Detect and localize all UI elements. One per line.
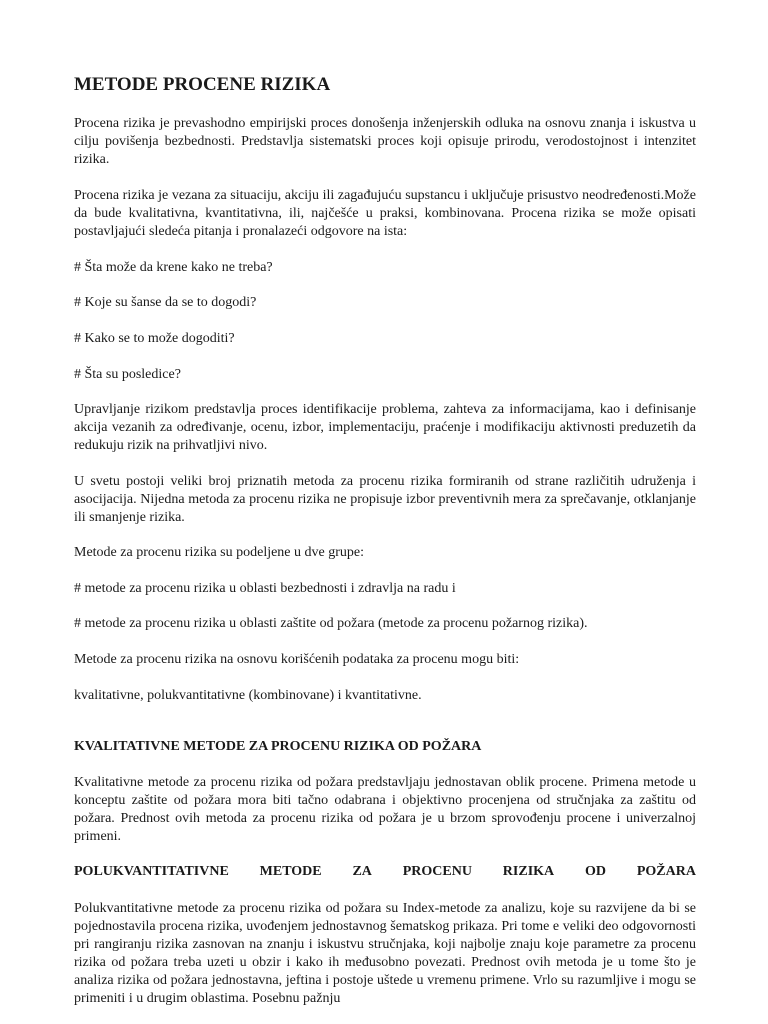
paragraph-groups-intro: Metode za procenu rizika su podeljene u dve grupe: (74, 545, 365, 560)
paragraph-situation: Procena rizika je vezana za situaciju, akciju ili zagađujuću supstancu i uključuje prisustvo neodređenosti.Može da bude kvalitativna, kvantitativna, ili, najčešće u praksi, kombinovana. Procena rizika se može opisati postavljajući sledeća pitanja i pronalazeći odgovore na ista: (74, 188, 696, 239)
heading-word: ZA (352, 864, 372, 879)
question-item: # Koje su šanse da se to dogodi? (74, 295, 257, 310)
heading-word: OD (584, 864, 606, 879)
question-item: # Kako se to može dogoditi? (74, 331, 235, 346)
heading-word: PROCENU (402, 864, 472, 879)
section-heading-qualitative: KVALITATIVNE METODE ZA PROCENU RIZIKA OD POŽARA (74, 739, 482, 754)
question-item: # Šta su posledice? (74, 367, 181, 382)
paragraph-methods-world: U svetu postoji veliki broj priznatih metoda za procenu rizika formiranih od strane različitih udruženja i asocijacija. Nijedna metoda za procenu rizika ne propisuje izbor preventivnih mera za sprečavanje, otklanjanje ili smanjenje rizika. (74, 474, 696, 525)
paragraph-data-basis: Metode za procenu rizika na osnovu korišćenih podataka za procenu mogu biti: (74, 652, 520, 667)
heading-word: POLUKVANTITATIVNE (74, 864, 229, 879)
heading-word: RIZIKA (502, 864, 555, 879)
group-item: # metode za procenu rizika u oblasti zaštite od požara (metode za procenu požarnog rizika). (74, 616, 588, 631)
group-item: # metode za procenu rizika u oblasti bezbednosti i zdravlja na radu i (74, 581, 456, 596)
heading-word: POŽARA (636, 864, 696, 879)
question-item: # Šta može da krene kako ne treba? (74, 260, 273, 275)
paragraph-risk-management: Upravljanje rizikom predstavlja proces identifikacije problema, zahteva za informacijama, kao i definisanje akcija vezanih za određivanje, ocenu, izbor, implementaciju, praćenje i modifikaciju aktivnosti preduzetih da redukuju rizik na prihvatljivi nivo. (74, 402, 696, 453)
document-title: METODE PROCENE RIZIKA (74, 74, 331, 95)
paragraph-intro: Procena rizika je prevashodno empirijski proces donošenja inženjerskih odluka na osnovu znanja i iskustva u cilju povišenja bezbednosti. Predstavlja sistematski proces koji opisuje prirodu, verodostojnost i intenzitet rizika. (74, 116, 696, 167)
paragraph-method-types: kvalitativne, polukvantitativne (kombinovane) i kvantitativne. (74, 688, 422, 703)
heading-word: METODE (259, 864, 322, 879)
paragraph-semiquantitative: Polukvantitativne metode za procenu rizika od požara su Index-metode za analizu, koje su razvijene da bi se pojednostavila procena rizika, uvođenjem jednostavnog šematskog prikaza. Pri tome e veliki deo odgovornosti pri rangiranju rizika zasnovan na znanju i iskustvu stručnjaka, koji najbolje znaju koje parametre za procenu rizika od požara treba uzeti u obzir i kako ih međusobno povezati. Prednost ovih metoda je u tome što je analiza rizika od požara jednostavna, jeftina i postoje uštede u vremenu primene. Vrlo su razumljive i mogu se primeniti i u drugim oblastima. Posebnu pažnju (74, 901, 696, 1006)
paragraph-qualitative: Kvalitativne metode za procenu rizika od požara predstavljaju jednostavan oblik procene. Primena metode u konceptu zaštite od požara mora biti tačno odabrana i objektivno procenjena od stručnjaka za zaštitu od požara. Prednost ovih metoda za procenu rizika od požara je u brzom sprovođenju procene i univerzalnoj primeni. (74, 775, 696, 844)
section-heading-semiquantitative (74, 864, 696, 880)
